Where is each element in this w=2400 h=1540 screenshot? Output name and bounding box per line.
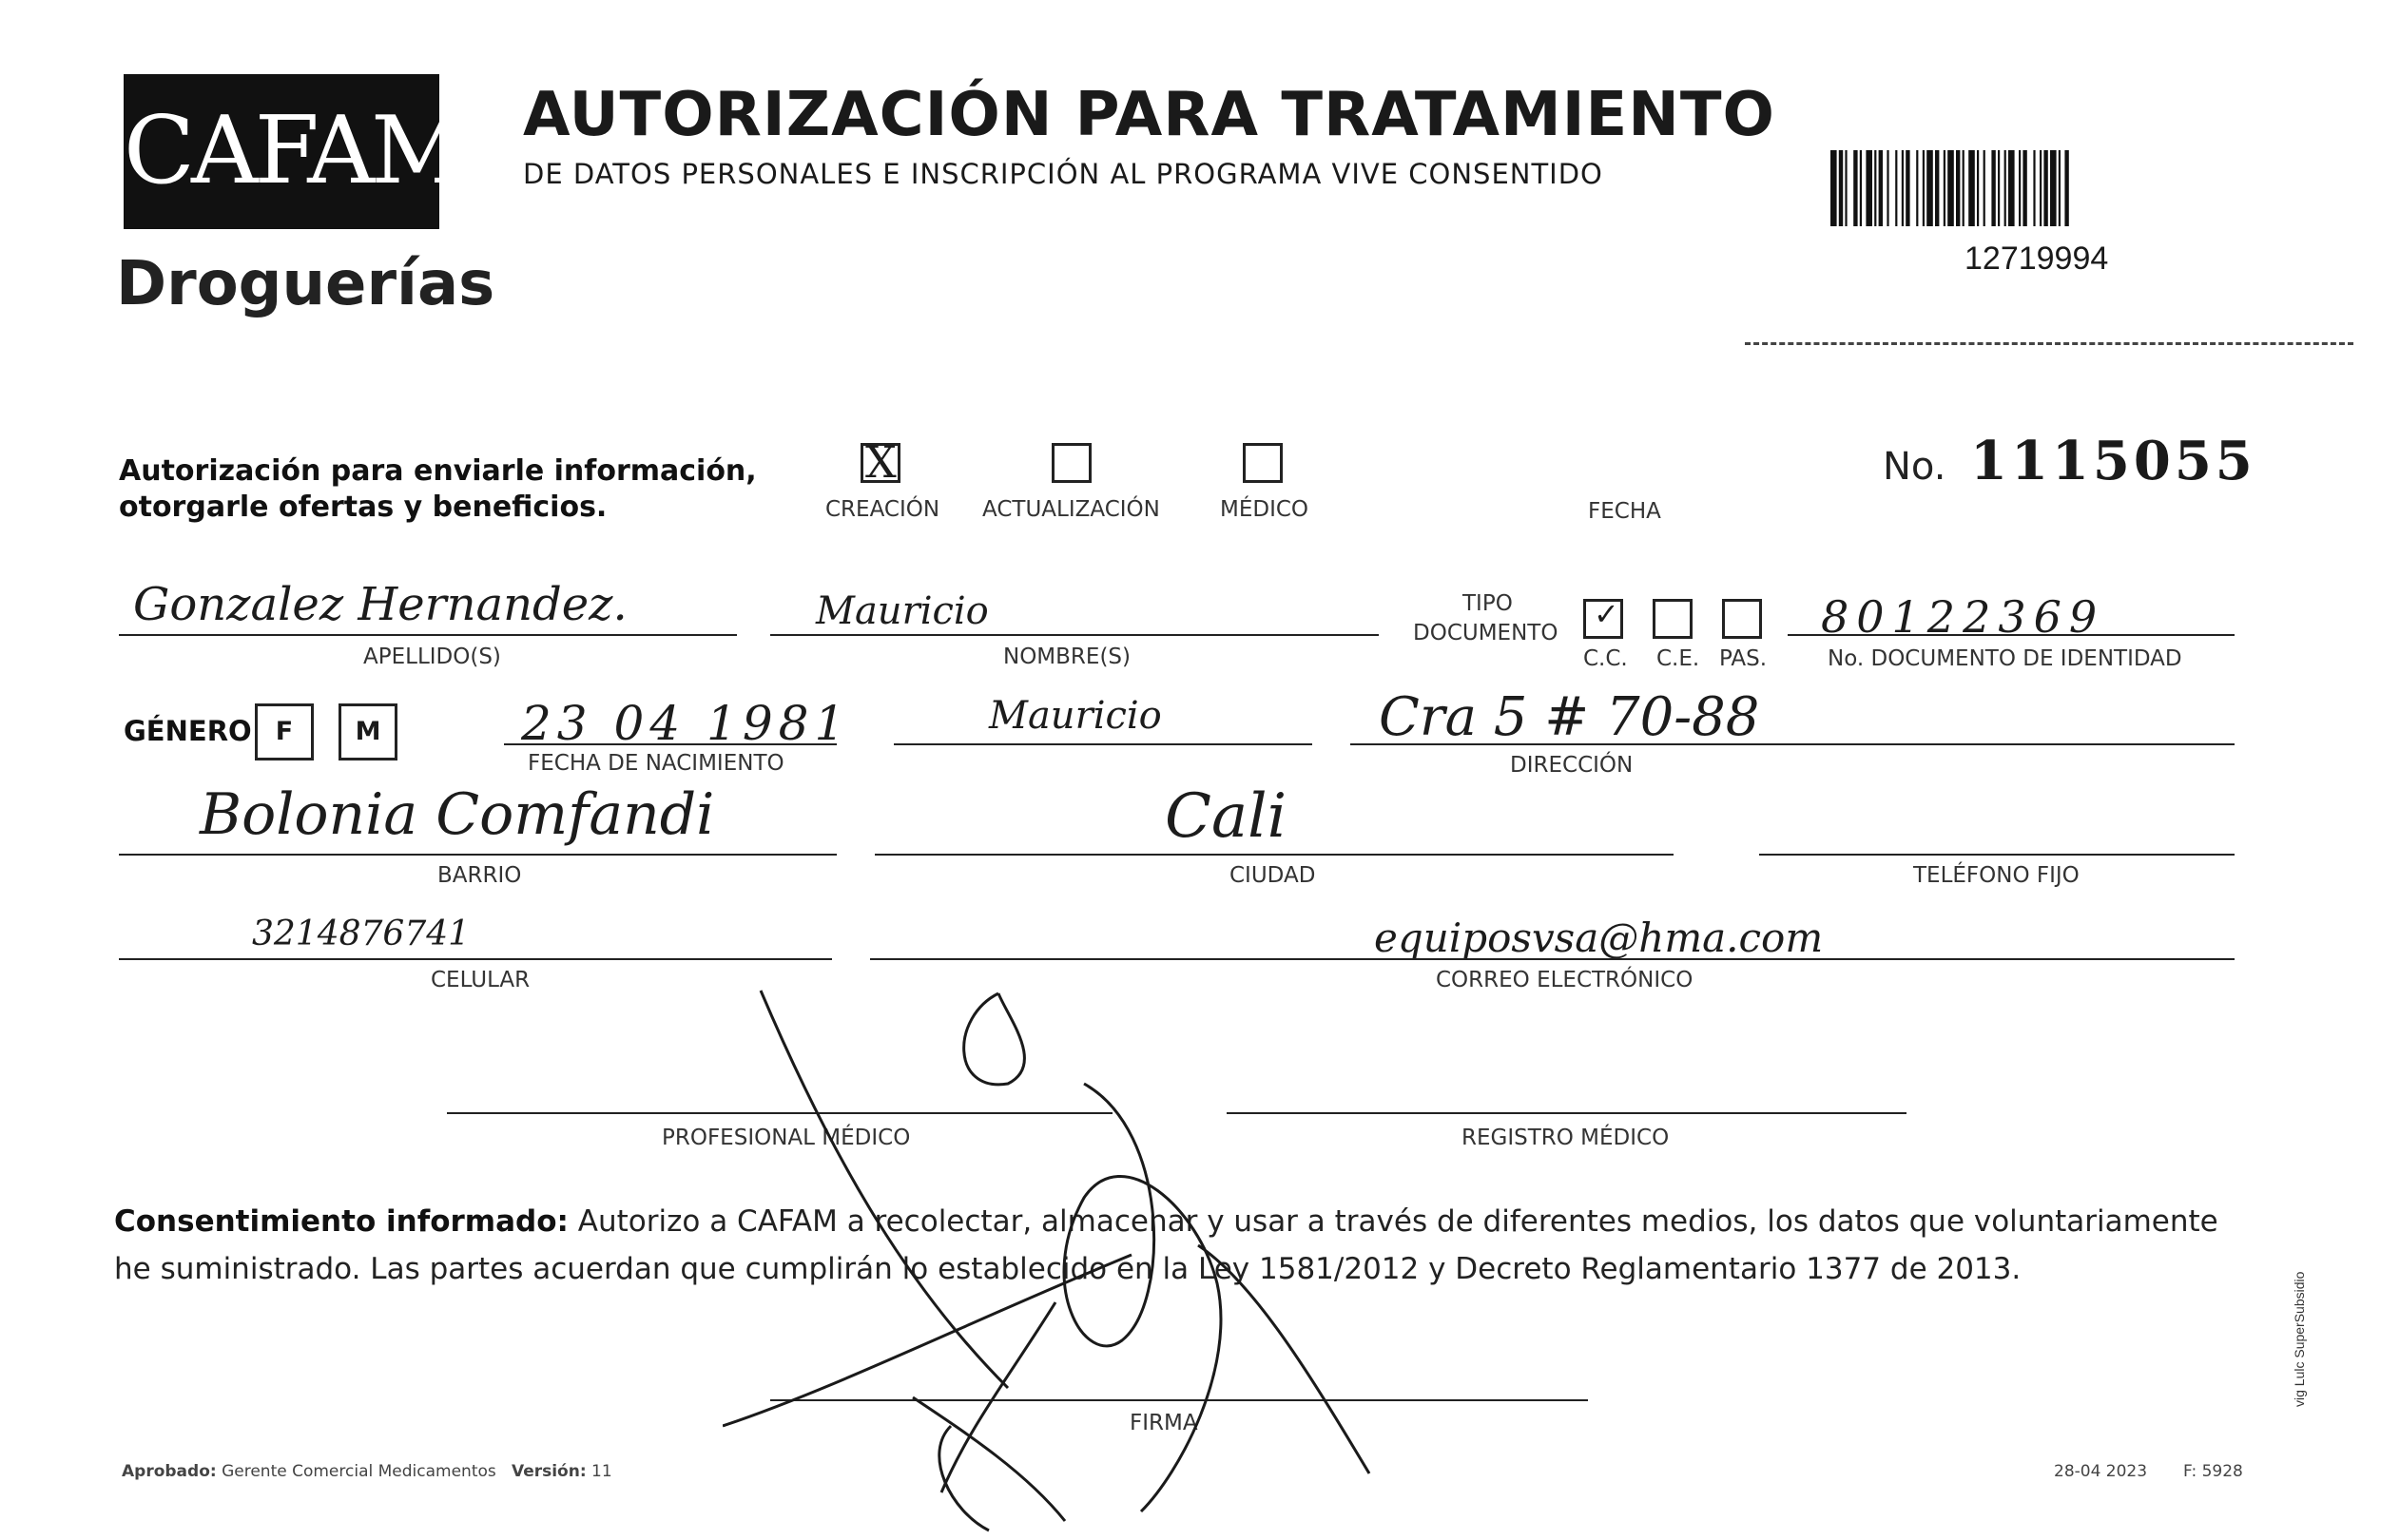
barcode-number: 12719994 <box>1965 241 2109 277</box>
tipo-documento-label: TIPO <box>1462 591 1513 616</box>
apellidos-value: Gonzalez Hernandez. <box>133 578 628 631</box>
direccion-label: DIRECCIÓN <box>1510 753 1634 778</box>
brand-subtitle: Droguerías <box>116 249 495 319</box>
apellidos-label: APELLIDO(S) <box>363 645 501 669</box>
genero-label: GÉNERO <box>124 715 252 747</box>
cc-checkbox[interactable] <box>1583 596 1623 639</box>
actualizacion-label: ACTUALIZACIÓN <box>982 497 1160 522</box>
direccion-value: Cra 5 # 70-88 <box>1379 686 1760 748</box>
fecha-nacimiento-line <box>504 743 837 745</box>
aprobado-value: Gerente Comercial Medicamentos <box>222 1462 496 1481</box>
nacimiento-extra-value: Mauricio <box>989 694 1162 738</box>
authorization-text-1: Autorización para enviarle información, <box>119 454 757 488</box>
cc-check-mark: ✓ <box>1594 596 1619 632</box>
doc-number-line <box>1788 634 2235 636</box>
correo-value: equiposvsa@hma.com <box>1374 914 1824 961</box>
correo-label: CORREO ELECTRÓNICO <box>1436 968 1694 992</box>
form-title: AUTORIZACIÓN PARA TRATAMIENTO <box>523 80 1775 150</box>
genero-m-box[interactable]: M <box>339 703 397 760</box>
correo-line <box>870 958 2235 960</box>
firma-label: FIRMA <box>1130 1411 1198 1435</box>
barcode-icon <box>1830 150 2211 226</box>
fecha-label: FECHA <box>1588 499 1661 524</box>
direccion-line <box>1350 743 2235 745</box>
serial-label: No. <box>1883 445 1946 489</box>
version-value: 11 <box>591 1462 612 1481</box>
barrio-label: BARRIO <box>437 863 522 888</box>
footer-date: 28-04 2023 <box>2054 1462 2148 1481</box>
consent-text: Autorizo a CAFAM a recolectar, almacenar y usar a través de diferentes medios, los datos que voluntariamente he suministrado. Las partes acuerdan que cumplirán lo establecido en la Ley 1581/2012 y Decreto Reglamentario 1377 de 2013. <box>114 1204 2218 1286</box>
celular-line <box>119 958 832 960</box>
ce-label: C.E. <box>1656 646 1700 671</box>
doc-number-label: No. DOCUMENTO DE IDENTIDAD <box>1828 646 2182 671</box>
extra-line <box>894 743 1312 745</box>
aprobado-label: Aprobado: <box>122 1462 217 1481</box>
approval-footer <box>122 1462 612 1481</box>
ciudad-label: CIUDAD <box>1229 863 1316 888</box>
version-label: Versión: <box>511 1462 587 1481</box>
pas-checkbox[interactable] <box>1722 599 1762 639</box>
creacion-label: CREACIÓN <box>825 497 940 522</box>
signature-icon <box>723 979 1407 1540</box>
cc-label: C.C. <box>1583 646 1628 671</box>
medico-checkbox[interactable] <box>1243 443 1283 483</box>
footer-form-code: F: 5928 <box>2183 1462 2243 1481</box>
form-subtitle: DE DATOS PERSONALES E INSCRIPCIÓN AL PROGRAMA VIVE CONSENTIDO <box>523 158 1603 190</box>
nombres-line <box>770 634 1379 636</box>
ciudad-value: Cali <box>1165 781 1287 852</box>
barrio-value: Bolonia Comfandi <box>200 781 715 848</box>
divider <box>1745 342 2353 345</box>
celular-label: CELULAR <box>431 968 531 992</box>
creacion-checkbox[interactable] <box>861 436 900 488</box>
barrio-line <box>119 854 837 856</box>
ce-checkbox[interactable] <box>1653 599 1693 639</box>
nombres-value: Mauricio <box>816 589 989 633</box>
celular-value: 3214876741 <box>252 914 471 953</box>
pas-label: PAS. <box>1719 646 1768 671</box>
profesional-label: PROFESIONAL MÉDICO <box>662 1126 911 1150</box>
apellidos-line <box>119 634 737 636</box>
telefono-label: TELÉFONO FIJO <box>1913 863 2080 888</box>
cafam-logo: CAFAM <box>124 74 439 229</box>
creacion-check-mark: X <box>865 436 897 488</box>
authorization-text-2: otorgarle ofertas y beneficios. <box>119 491 608 524</box>
consent-bold: Consentimiento informado: <box>114 1204 569 1239</box>
fecha-nacimiento-value: 23 04 1981 <box>521 696 851 751</box>
telefono-line <box>1759 854 2235 856</box>
medico-label: MÉDICO <box>1220 497 1309 522</box>
tipo-documento-label-2: DOCUMENTO <box>1413 621 1558 645</box>
side-print-text: vig Lulc SuperSubsidio <box>2292 1271 2307 1407</box>
genero-f-box[interactable]: F <box>255 703 314 760</box>
registro-label: REGISTRO MÉDICO <box>1461 1126 1670 1150</box>
nombres-label: NOMBRE(S) <box>1003 645 1131 669</box>
doc-number-value: 80122369 <box>1821 591 2105 643</box>
fecha-nacimiento-label: FECHA DE NACIMIENTO <box>528 751 784 776</box>
actualizacion-checkbox[interactable] <box>1052 443 1092 483</box>
serial-number: 1115055 <box>1970 430 2256 492</box>
ciudad-line <box>875 854 1674 856</box>
